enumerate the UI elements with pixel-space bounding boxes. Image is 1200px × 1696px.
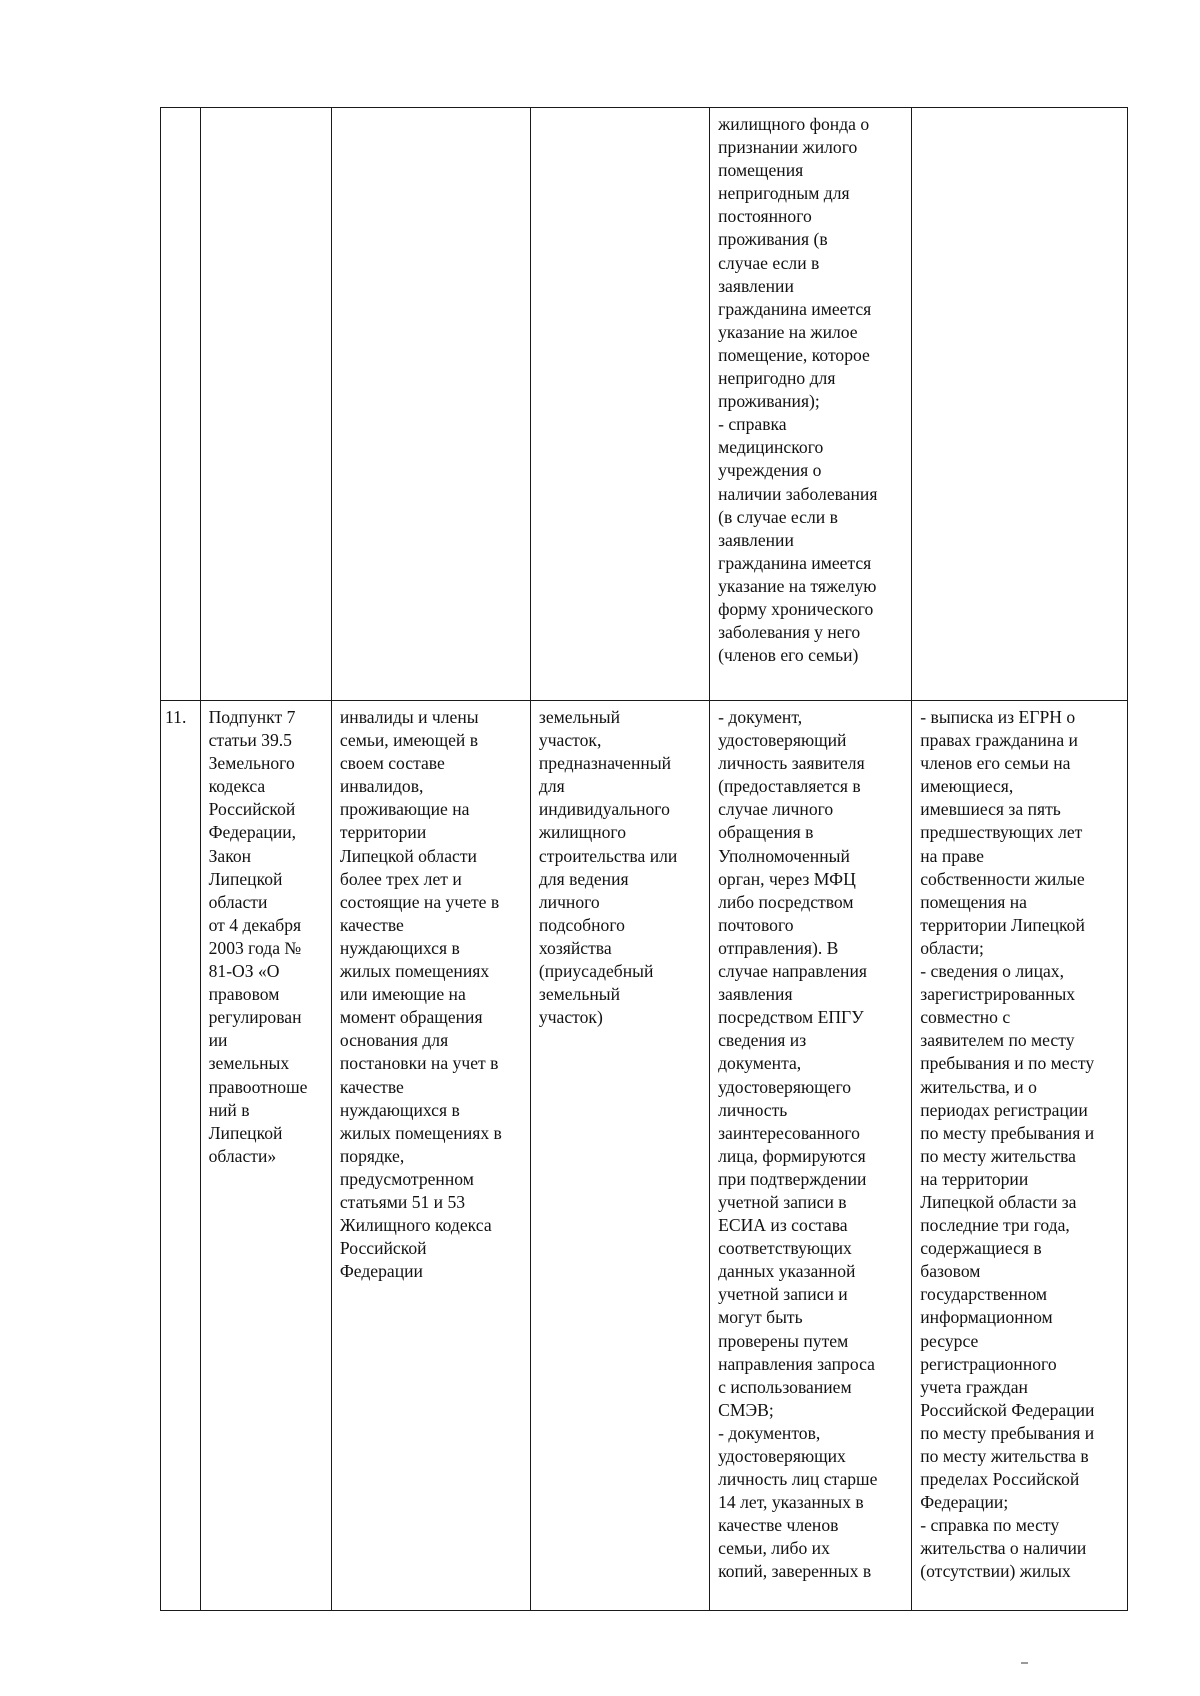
legal-basis-cell: Подпункт 7 статьи 39.5 Земельного кодекса Российской Федерации, Закон Липецкой области от 4 декабря 2003 года № 81-ОЗ «О правовом регулирован ии земельных правоотноше ний в Липецкой области» [200, 701, 331, 1611]
table-row-continued [161, 108, 1128, 701]
applicant-category-cell: инвалиды и члены семьи, имеющей в своем составе инвалидов, проживающие на территории Липецкой области более трех лет и состоящие на учете в качестве нуждающихся в жилых помещениях или имеющие на момент обращения основания для постановки на учет в качестве нуждающихся в жилых помещениях в порядке, предусмотренном статьями 51 и 53 Жилищного кодекса Российской Федерации [331, 701, 530, 1611]
requirements-table [160, 107, 1128, 1611]
applicant-documents-cell: - документ, удостоверяющий личность заявителя (предоставляется в случае личного обращения в Уполномоченный орган, через МФЦ либо посредством почтового отправления). В случае направления заявления посредством ЕПГУ сведения из документа, удостоверяющего личность заинтересованного лица, формируются при подтверждении учетной записи в ЕСИА из состава соответствующих данных указанной учетной записи и могут быть проверены путем направления запроса с использованием СМЭВ; - документов, удостоверяющих личность лиц старше 14 лет, указанных в качестве членов семьи, либо их копий, заверенных в [710, 701, 912, 1611]
row-number-cell: 11. [161, 701, 201, 1611]
applicant-category-cell [331, 108, 530, 701]
scan-speck [1021, 1662, 1028, 1664]
land-plot-type-cell [530, 108, 709, 701]
applicant-documents-cell: жилищного фонда о признании жилого помещения непригодным для постоянного проживания (в случае если в заявлении гражданина имеется указание на жилое помещение, которое непригодно для проживания); - справка медицинского учреждения о наличии заболевания (в случае если в заявлении гражданина имеется указание на тяжелую форму хронического заболевания у него (членов его семьи) [710, 108, 912, 701]
table-row-11 [161, 701, 1128, 1611]
land-plot-type-cell: земельный участок, предназначенный для индивидуального жилищного строительства или для ведения личного подсобного хозяйства (приусадебный земельный участок) [530, 701, 709, 1611]
row-number-cell [161, 108, 201, 701]
legal-basis-cell [200, 108, 331, 701]
requested-documents-cell [912, 108, 1128, 701]
requested-documents-cell: - выписка из ЕГРН о правах гражданина и членов его семьи на имеющиеся, имевшиеся за пять предшествующих лет на праве собственности жилые помещения на территории Липецкой области; - сведения о лицах, зарегистрированных совместно с заявителем по месту пребывания и по месту жительства, и о периодах регистрации по месту пребывания и по месту жительства на территории Липецкой области за последние три года, содержащиеся в базовом государственном информационном ресурсе регистрационного учета граждан Российской Федерации по месту пребывания и по месту жительства в пределах Российской Федерации; - справка по месту жительства о наличии (отсутствии) жилых [912, 701, 1128, 1611]
